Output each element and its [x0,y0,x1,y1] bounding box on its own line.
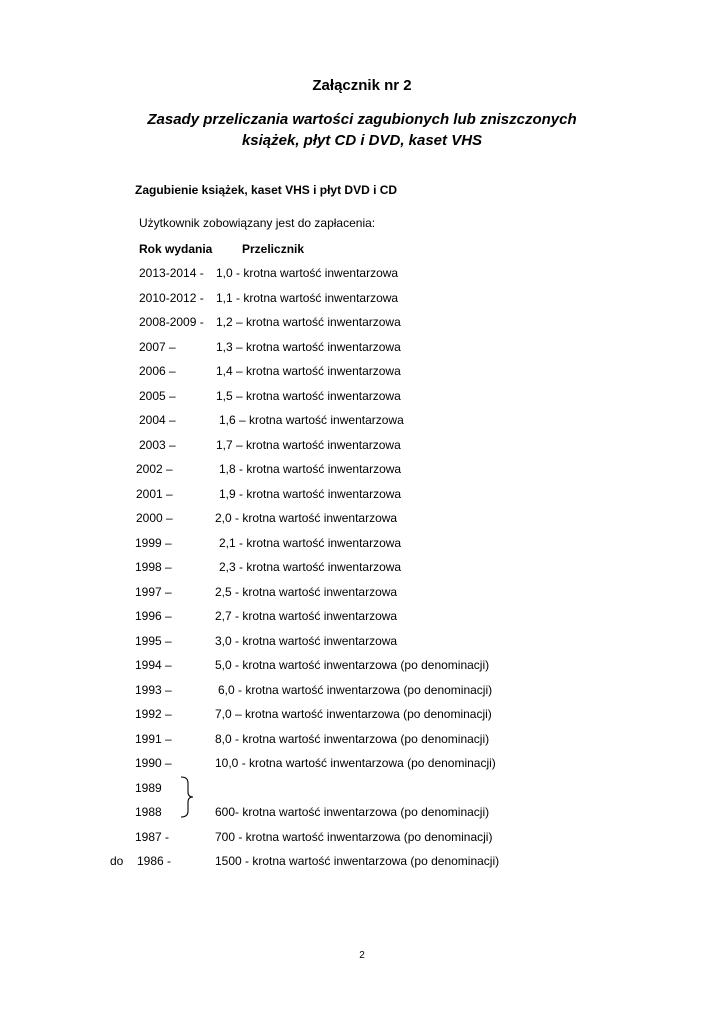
row-conversion-value: 1,4 – krotna wartość inwentarzowa [216,364,401,378]
row-year: 1990 – [135,756,172,770]
intro-text: Użytkownik zobowiązany jest do zapłacenia: [139,216,376,230]
row-conversion-value: 5,0 - krotna wartość inwentarzowa (po denominacji) [215,658,490,672]
row-conversion-value: 700 - krotna wartość inwentarzowa (po denominacji) [215,830,493,844]
page-number: 2 [359,950,365,961]
row-conversion-value: 1,7 – krotna wartość inwentarzowa [216,438,401,452]
row-conversion-value: 1,1 - krotna wartość inwentarzowa [216,291,399,305]
row-year: 2008-2009 - [139,315,204,329]
row-year: 1998 – [135,560,172,574]
row-conversion-value: 1,5 – krotna wartość inwentarzowa [216,389,401,403]
row-conversion-value: 2,5 - krotna wartość inwentarzowa [215,585,398,599]
row-year: 2005 – [139,389,176,403]
row-conversion-value: 7,0 – krotna wartość inwentarzowa (po denominacji) [215,707,492,721]
row-conversion-value: 6,0 - krotna wartość inwentarzowa (po denominacji) [218,683,493,697]
subtitle-line-2: książek, płyt CD i DVD, kaset VHS [241,132,483,149]
row-conversion-value: 8,0 - krotna wartość inwentarzowa (po denominacji) [215,732,490,746]
row-year: 1988 [135,805,162,819]
row-conversion-value: 2,0 - krotna wartość inwentarzowa [215,511,398,525]
row-conversion-value: 1,6 – krotna wartość inwentarzowa [219,413,404,427]
subtitle-line-1: Zasady przeliczania wartości zagubionych lub zniszczonych [147,111,577,128]
row-year: 2001 – [136,487,173,501]
row-year: 2002 – [136,462,173,476]
row-conversion-value: 1,0 - krotna wartość inwentarzowa [216,266,399,280]
row-conversion-value: 2,1 - krotna wartość inwentarzowa [219,536,402,550]
row-conversion-value: 1,3 – krotna wartość inwentarzowa [216,340,401,354]
row-conversion-value: 1,9 - krotna wartość inwentarzowa [219,487,402,501]
row-year: 1987 - [135,830,170,844]
row-year: 1999 – [135,536,172,550]
column-header-year: Rok wydania [139,242,213,256]
row-prefix: do [110,854,124,868]
row-conversion-value: 600- krotna wartość inwentarzowa (po denominacji) [215,805,490,819]
row-conversion-value: 1,2 – krotna wartość inwentarzowa [216,315,401,329]
row-year: 1996 – [135,609,172,623]
row-year: 2007 – [139,340,176,354]
row-year: 1991 – [135,732,172,746]
row-year: 1993 – [135,683,172,697]
row-year: 2000 – [136,511,173,525]
row-year: 1992 – [135,707,172,721]
row-conversion-value: 1,8 - krotna wartość inwentarzowa [219,462,402,476]
row-conversion-value: 10,0 - krotna wartość inwentarzowa (po denominacji) [215,756,496,770]
row-year: 2013-2014 - [139,266,204,280]
row-conversion-value: 2,3 - krotna wartość inwentarzowa [219,560,402,574]
row-year: 1989 [135,781,162,795]
row-year: 1986 - [137,854,172,868]
row-conversion-value: 3,0 - krotna wartość inwentarzowa [215,634,398,648]
row-year: 1997 – [135,585,172,599]
row-year: 2003 – [139,438,176,452]
row-year: 1994 – [135,658,172,672]
row-conversion-value: 2,7 - krotna wartość inwentarzowa [215,609,398,623]
column-header-conversion: Przelicznik [242,242,305,256]
row-year: 2006 – [139,364,176,378]
row-conversion-value: 1500 - krotna wartość inwentarzowa (po denominacji) [215,854,500,868]
row-year: 1995 – [135,634,172,648]
document-title: Załącznik nr 2 [312,77,412,94]
document-subtitle [0,109,724,151]
row-year: 2004 – [139,413,176,427]
grouping-brace-icon [178,775,196,819]
row-year: 2010-2012 - [139,291,204,305]
section-heading: Zagubienie książek, kaset VHS i płyt DVD i CD [135,183,398,197]
